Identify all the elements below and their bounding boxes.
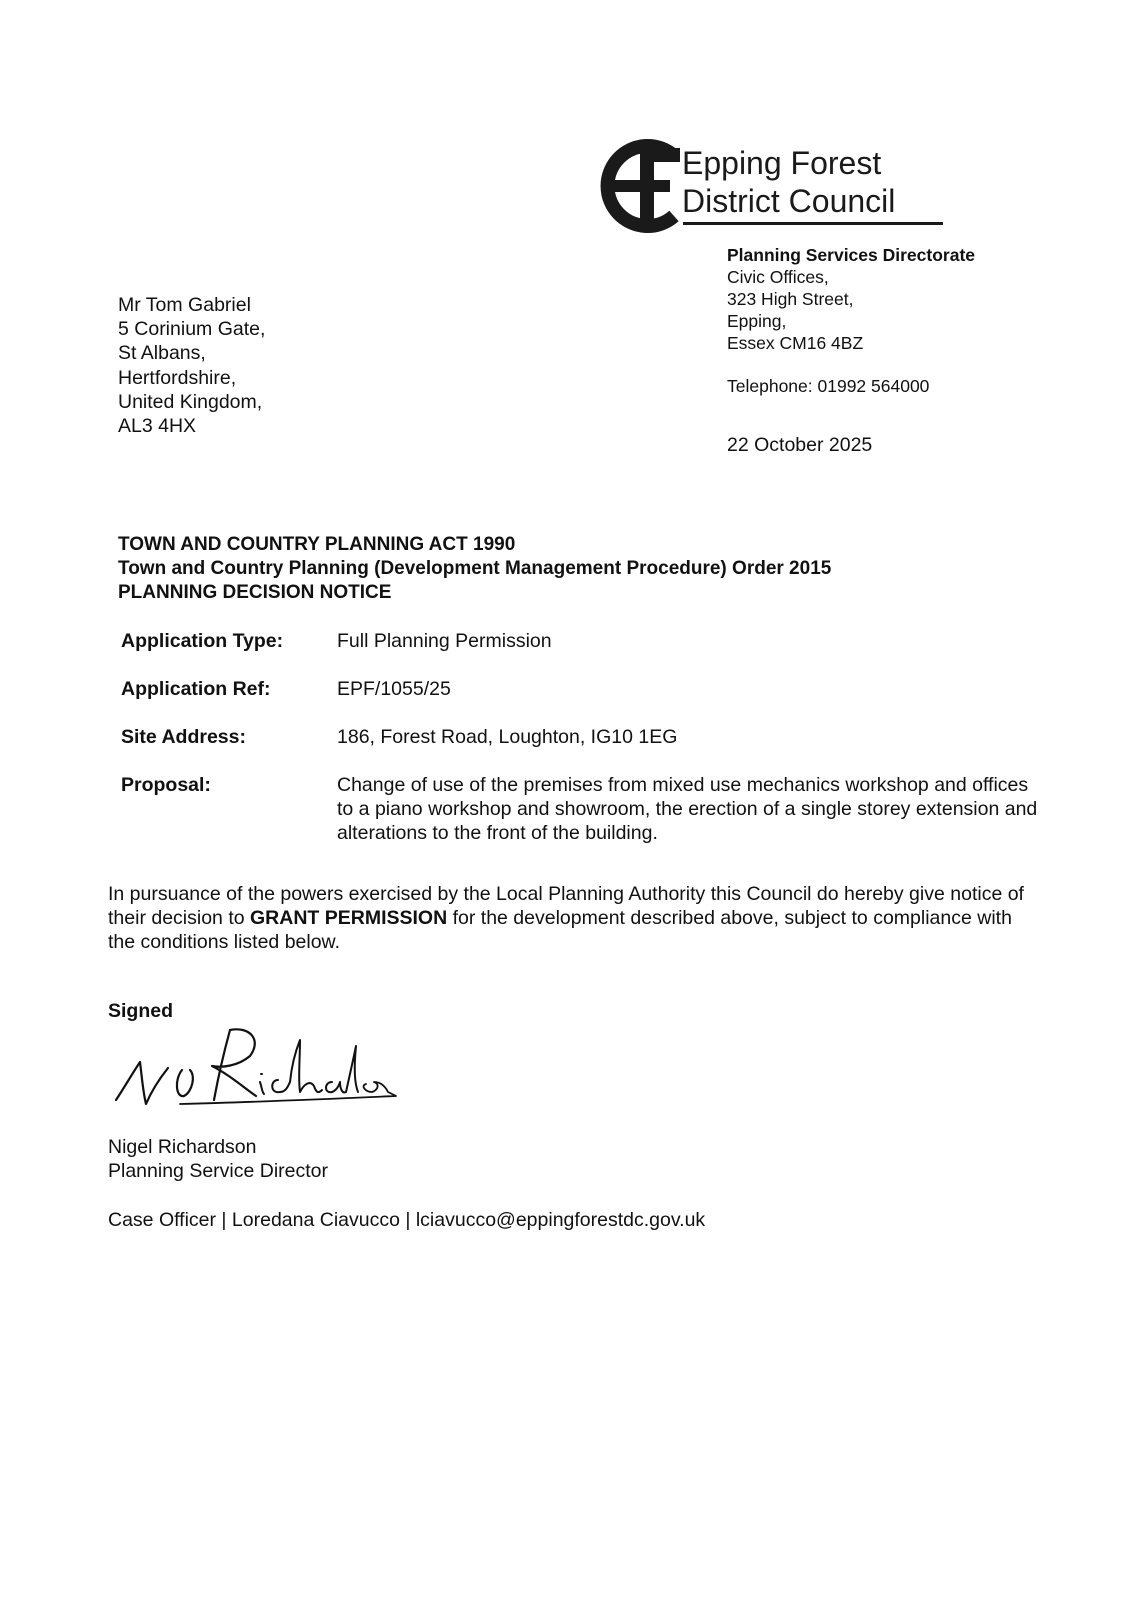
signatory-title: Planning Service Director bbox=[108, 1160, 329, 1182]
notice-heading bbox=[118, 533, 831, 605]
decision-outcome: GRANT PERMISSION bbox=[250, 907, 448, 929]
recipient-address-block bbox=[118, 293, 265, 438]
council-logo-wordmark bbox=[682, 144, 895, 220]
signed-label: Signed bbox=[108, 1000, 174, 1022]
recipient-line: United Kingdom, bbox=[118, 390, 263, 413]
council-logo-icon bbox=[600, 138, 684, 234]
letter-date: 22 October 2025 bbox=[727, 434, 873, 456]
decision-text-after: for the development described above, subject to compliance with the conditions listed below. bbox=[108, 907, 1012, 953]
detail-value: Full Planning Permission bbox=[337, 630, 552, 652]
sender-address-line: 323 High Street, bbox=[727, 289, 854, 309]
detail-row-site-address bbox=[121, 725, 1041, 749]
sender-address-line: Civic Offices, bbox=[727, 267, 829, 287]
recipient-line: Hertfordshire, bbox=[118, 366, 237, 389]
logo-line-1: Epping Forest bbox=[682, 145, 882, 181]
sender-telephone: Telephone: 01992 564000 bbox=[727, 376, 930, 396]
detail-label: Proposal: bbox=[121, 774, 211, 796]
decision-text-before: In pursuance of the powers exercised by the Local Planning Authority this Council do hereby give notice of their decision to bbox=[108, 883, 1024, 929]
signatory-name: Nigel Richardson bbox=[108, 1136, 257, 1158]
detail-row-application-type bbox=[121, 629, 1041, 653]
logo-underline bbox=[683, 222, 943, 225]
sender-address-line: Essex CM16 4BZ bbox=[727, 333, 864, 353]
council-logo bbox=[600, 138, 945, 238]
decision-paragraph bbox=[108, 882, 1028, 954]
logo-line-2: District Council bbox=[682, 183, 896, 219]
detail-label: Application Type: bbox=[121, 630, 284, 652]
detail-value: EPF/1055/25 bbox=[337, 678, 451, 700]
heading-order: Town and Country Planning (Development Management Procedure) Order 2015 bbox=[118, 558, 832, 579]
signatory-block bbox=[108, 1135, 328, 1183]
application-details bbox=[121, 629, 1041, 845]
sender-directorate: Planning Services Directorate bbox=[727, 245, 976, 265]
case-officer-line: Case Officer | Loredana Ciavucco | lciavucco@eppingforestdc.gov.uk bbox=[108, 1209, 706, 1231]
recipient-line: St Albans, bbox=[118, 342, 206, 365]
detail-value: 186, Forest Road, Loughton, IG10 1EG bbox=[337, 726, 678, 748]
sender-address-line: Epping, bbox=[727, 311, 787, 331]
detail-row-proposal bbox=[121, 773, 1041, 845]
detail-label: Site Address: bbox=[121, 726, 246, 748]
detail-value: Change of use of the premises from mixed use mechanics workshop and offices to a piano workshop and showroom, the erection of a single storey extension and alterations to the front of the building. bbox=[337, 774, 1038, 844]
recipient-line: AL3 4HX bbox=[118, 415, 197, 438]
recipient-line: 5 Corinium Gate, bbox=[118, 318, 266, 341]
heading-notice-title: PLANNING DECISION NOTICE bbox=[118, 582, 392, 603]
detail-label: Application Ref: bbox=[121, 678, 271, 700]
recipient-line: Mr Tom Gabriel bbox=[118, 294, 251, 316]
sender-address-block bbox=[727, 244, 975, 456]
heading-act: TOWN AND COUNTRY PLANNING ACT 1990 bbox=[118, 534, 516, 555]
detail-row-application-ref bbox=[121, 677, 1041, 701]
handwritten-signature bbox=[110, 1022, 400, 1132]
